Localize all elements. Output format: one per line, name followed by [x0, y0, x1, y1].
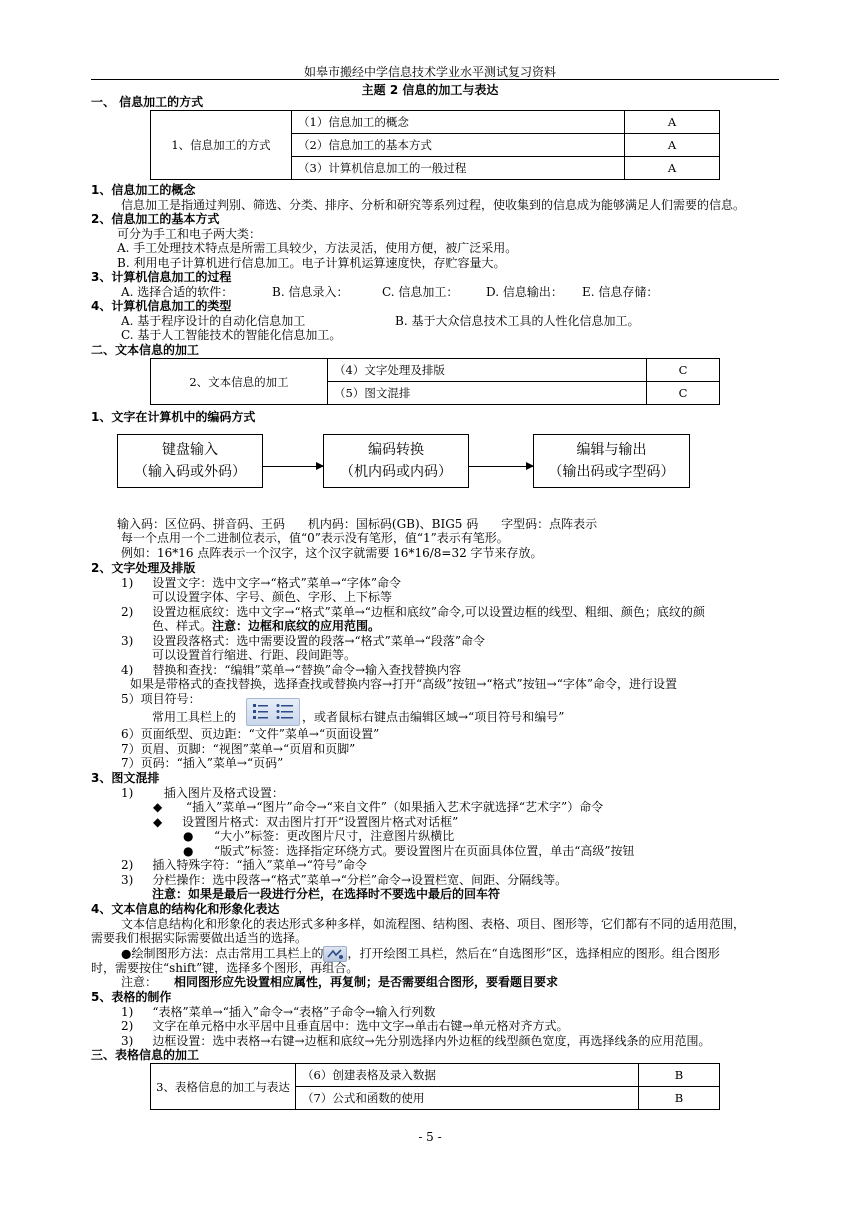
- subheading: 2、文字处理及排版: [91, 561, 196, 575]
- list-item: 3) 边框设置：选中表格→右键→边框和底纹→先分别选择内外边框的线型颜色宽度，再选择线条的应用范围。: [121, 1034, 711, 1048]
- flow-box-bottom: （输入码或外码）: [134, 464, 246, 480]
- draw-toolbar-icon: [324, 947, 346, 961]
- subheading: 3、图文混排: [91, 771, 160, 785]
- flow-box-bottom: （机内码或内码）: [340, 464, 452, 480]
- list-item: ，或者鼠标右键点击编辑区域→“项目符号和编号”: [302, 710, 565, 724]
- paragraph: 需要我们根据实际需要做出适当的选择。: [91, 931, 308, 945]
- dot-bullet: ●: [183, 844, 194, 858]
- table-level: C: [647, 382, 720, 405]
- paragraph: 例如：16*16 点阵表示一个汉字，这个汉字就需要 16*16/8=32 字节来存放。: [121, 546, 543, 560]
- list-item: 1) “表格”菜单→“插入”命令→“表格”子命令→输入行列数: [121, 1005, 436, 1019]
- list-item: 2) 设置边框底纹：选中文字→“格式”菜单→“边框和底纹”命令,可以设置边框的线型、粗细、颜色；底纹的颜: [121, 605, 705, 619]
- paragraph: 文本信息结构化和形象化的表达形式多种多样，如流程图、结构图、表格、项目、图形等，它们都有不同的适用范围，: [121, 917, 746, 931]
- table-item: （2）信息加工的基本方式: [292, 134, 625, 157]
- flow-box-bottom: （输出码或字型码）: [548, 464, 675, 480]
- list-item: 1) 插入图片及格式设置：: [121, 786, 284, 800]
- note-label: 注意：: [121, 975, 158, 989]
- subheading: 5、表格的制作: [91, 990, 172, 1004]
- section-3-heading: 三、表格信息的加工: [91, 1048, 200, 1062]
- table-section-3: [150, 1063, 720, 1110]
- table-level: A: [625, 157, 720, 180]
- section-1-heading: 一、 信息加工的方式: [91, 95, 204, 109]
- table-section-1: [150, 110, 720, 180]
- flow-box-convert: [323, 434, 469, 488]
- paragraph: B. 基于大众信息技术工具的人性化信息加工。: [395, 314, 640, 328]
- paragraph: C. 基于人工智能技术的智能化信息加工。: [121, 328, 342, 342]
- header-rule: [91, 79, 779, 80]
- text: ，打开绘图工具栏，然后在“自选图形”区，选择相应的图形。组合图形: [347, 946, 720, 961]
- page-title: 主题 2 信息的加工与表达: [361, 83, 499, 97]
- flow-box-top: 键盘输入: [162, 442, 218, 458]
- paragraph: B. 利用电子计算机进行信息加工。电子计算机运算速度快，存贮容量大。: [117, 256, 506, 270]
- note-bold: 注意：边框和底纹的应用范围。: [212, 619, 381, 633]
- list-item: 如果是带格式的查找替换，选择查找或替换内容→打开“高级”按钮→“格式”按钮→“字体”命令，进行设置: [130, 677, 677, 691]
- diamond-bullet: ◆: [153, 815, 163, 829]
- list-item: 7）页眉、页脚：“视图”菜单→“页眉和页脚”: [121, 742, 356, 756]
- list-item: [152, 619, 380, 634]
- table-item: （3）计算机信息加工的一般过程: [292, 157, 625, 180]
- step: C. 信息加工：: [382, 285, 459, 299]
- paragraph: 信息加工是指通过判别、筛选、分类、排序、分析和研究等系列过程，使收集到的信息成为能够满足人们需要的信息。: [121, 198, 746, 212]
- flow-arrow: [263, 466, 323, 467]
- note-bold: 注意：如果是最后一段进行分栏，在选择时不要选中最后的回车符: [152, 887, 501, 901]
- text: ●绘制图形方法：点击常用工具栏上的: [121, 946, 324, 961]
- list-bullets-icon: [246, 698, 300, 726]
- list-item: 1) 设置文字：选中文字→“格式”菜单→“字体”命令: [121, 576, 402, 590]
- table-item: （5）图文混排: [328, 382, 647, 405]
- paragraph: A. 基于程序设计的自动化信息加工: [121, 314, 306, 328]
- step: B. 信息录入：: [272, 285, 349, 299]
- subheading: 1、信息加工的概念: [91, 183, 196, 197]
- paragraph: [121, 946, 720, 962]
- codes-line: 输入码：区位码、拼音码、王码 机内码：国标码(GB)、BIG5 码 字型码：点阵表示: [117, 517, 598, 531]
- flow-box-top: 编码转换: [368, 442, 424, 458]
- subheading: 2、信息加工的基本方式: [91, 212, 220, 226]
- list-item: “大小”标签：更改图片尺寸，注意图片纵横比: [214, 829, 455, 843]
- page-header: 如皋市搬经中学信息技术学业水平测试复习资料: [303, 65, 556, 79]
- list-item: 3) 分栏操作：选中段落→“格式”菜单→“分栏”命令→设置栏宽、间距、分隔线等。: [121, 873, 568, 887]
- table-item: （7）公式和函数的使用: [296, 1087, 639, 1110]
- table-level: A: [625, 111, 720, 134]
- flow-box-output: [533, 434, 690, 488]
- table-group-cell: 3、表格信息的加工与表达: [151, 1064, 296, 1110]
- diamond-bullet: ◆: [153, 800, 163, 814]
- list-item: 7）页码：“插入”菜单→“页码”: [121, 756, 284, 770]
- list-item: 2) 文字在单元格中水平居中且垂直居中：选中文字→单击右键→单元格对齐方式。: [121, 1019, 569, 1033]
- list-item: “插入”菜单→“图片”命令→“来自文件”（如果插入艺术字就选择“艺术字”）命令: [186, 800, 604, 814]
- list-item: 可以设置首行缩进、行距、段间距等。: [152, 648, 357, 662]
- table-item: （1）信息加工的概念: [292, 111, 625, 134]
- draw-toolbar-icon: [323, 946, 347, 962]
- list-item: 可以设置字体、字号、颜色、字形、上下标等: [152, 590, 393, 604]
- table-level: A: [625, 134, 720, 157]
- table-level: B: [639, 1064, 720, 1087]
- list-item: 2) 插入特殊字符：“插入”菜单→“符号”命令: [121, 858, 367, 872]
- subheading: 4、文本信息的结构化和形象化表达: [91, 902, 280, 916]
- list-item: 设置图片格式：双击图片打开“设置图片格式对话框”: [182, 815, 459, 829]
- note-bold: 相同图形应先设置相应属性，再复制；是否需要组合图形，要看题目要求: [174, 975, 559, 989]
- page-number: - 5 -: [418, 1130, 442, 1144]
- dot-bullet: ●: [183, 829, 194, 843]
- paragraph: A. 手工处理技术特点是所需工具较少，方法灵活，使用方便，被广泛采用。: [117, 241, 518, 255]
- table-group-cell: 2、文本信息的加工: [151, 359, 328, 405]
- subheading: 3、计算机信息加工的过程: [91, 270, 232, 284]
- list-item: 6）页面纸型、页边距：“文件”菜单→“页面设置”: [121, 727, 380, 741]
- table-item: （4）文字处理及排版: [328, 359, 647, 382]
- table-level: B: [639, 1087, 720, 1110]
- subheading: 1、文字在计算机中的编码方式: [91, 410, 256, 424]
- list-item: “版式”标签：选择指定环绕方式。要设置图片在页面具体位置，单击“高级”按钮: [214, 844, 635, 858]
- list-item: 4) 替换和查找：“编辑”菜单→“替换”命令→输入查找替换内容: [121, 663, 462, 677]
- table-level: C: [647, 359, 720, 382]
- list-item: 3) 设置段落格式：选中需要设置的段落→“格式”菜单→“段落”命令: [121, 634, 486, 648]
- list-item: 常用工具栏上的: [152, 710, 237, 724]
- text: 色、样式。: [152, 619, 213, 633]
- section-2-heading: 二、文本信息的加工: [91, 343, 200, 357]
- table-item: （6）创建表格及录入数据: [296, 1064, 639, 1087]
- paragraph: 可分为手工和电子两大类：: [117, 227, 262, 241]
- step: D. 信息输出：: [486, 285, 563, 299]
- step: A. 选择合适的软件：: [121, 285, 234, 299]
- flow-arrow: [469, 466, 533, 467]
- list-item: 5）项目符号：: [121, 692, 201, 706]
- table-group-cell: 1、信息加工的方式: [151, 111, 292, 180]
- paragraph: 时，需要按住“shift”键，选择多个图形，再组合。: [91, 961, 359, 975]
- subheading: 4、计算机信息加工的类型: [91, 299, 232, 313]
- flow-box-input: [117, 434, 263, 488]
- paragraph: 每一个点用一个二进制位表示，值“0”表示没有笔形，值“1”表示有笔形。: [121, 531, 509, 545]
- list-bullets-icon: [247, 699, 299, 725]
- flow-box-top: 编辑与输出: [576, 442, 647, 458]
- table-section-2: [150, 358, 720, 405]
- step: E. 信息存储：: [582, 285, 659, 299]
